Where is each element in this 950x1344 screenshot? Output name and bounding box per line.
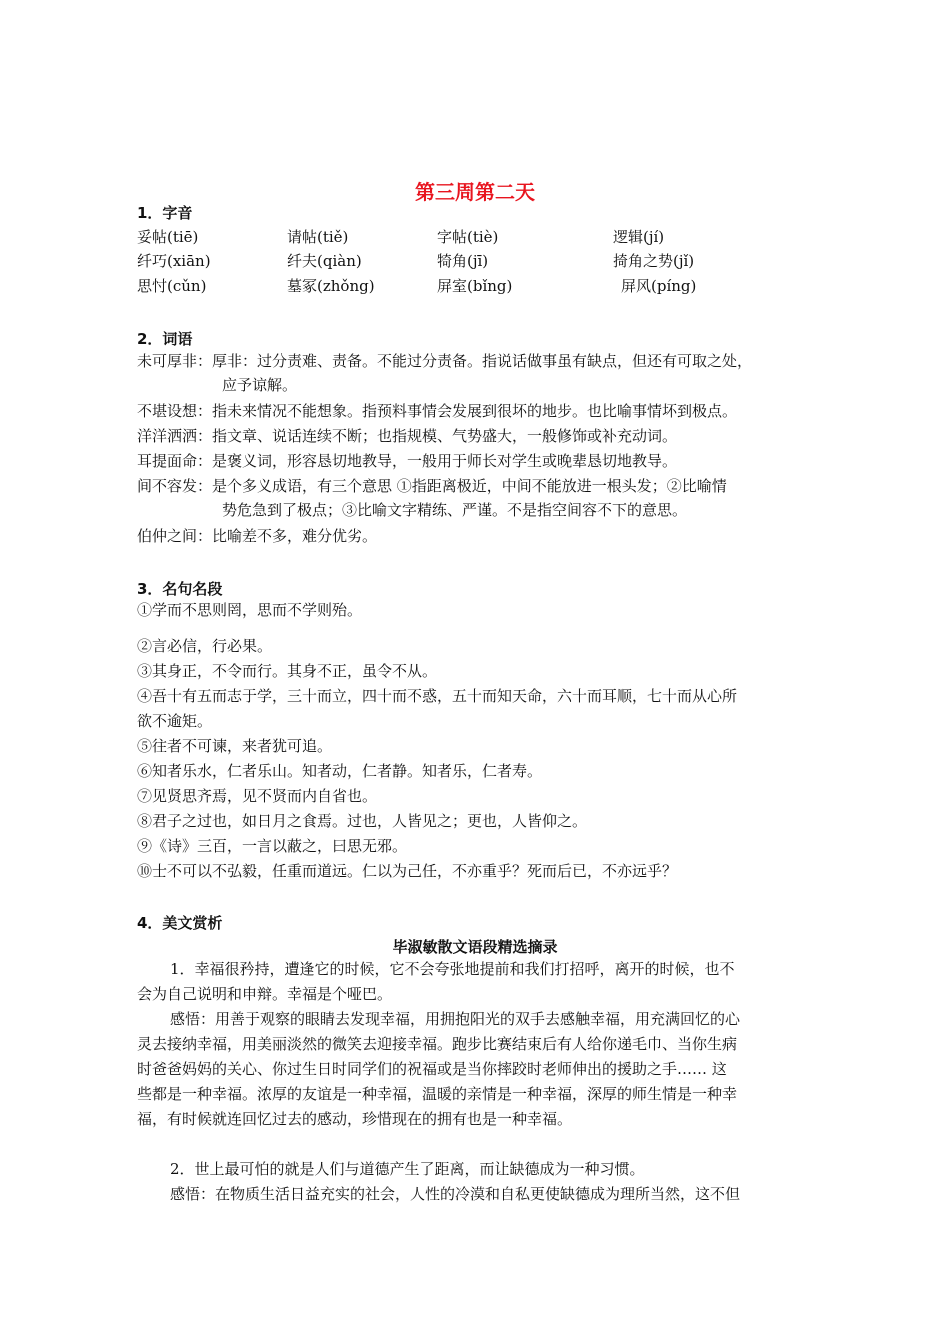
pronunciation-item: 思忖(cǔn) [137,277,207,295]
pronunciation-item: 纤夫(qiàn) [287,252,362,270]
quote-line: ⑦见贤思齐焉，见不贤而内自省也。 [137,787,378,805]
pronunciation-item: 请帖(tiě) [287,228,349,246]
page-title: 第三周第二天 [415,180,535,204]
vocab-line: 间不容发：是个多义成语，有三个意思 ①指距离极近，中间不能放进一根头发；②比喻情 [137,477,727,495]
vocab-line: 伯仲之间：比喻差不多，难分优劣。 [137,527,378,545]
vocab-line: 势危急到了极点；③比喻文字精练、严谨。不是指空间容不下的意思。 [222,501,688,519]
quote-line: ⑥知者乐水，仁者乐山。知者动，仁者静。知者乐，仁者寿。 [137,762,543,780]
section-heading-appreciation: 4．美文赏析 [137,914,223,932]
vocab-line: 不堪设想：指未来情况不能想象。指预料事情会发展到很坏的地步。也比喻事情坏到极点。 [137,402,738,420]
vocab-line: 洋洋洒洒：指文章、说话连续不断；也指规模、气势盛大，一般修饰或补充动词。 [137,427,678,445]
vocab-line: 耳提面命：是褒义词，形容恳切地教导，一般用于师长对学生或晚辈恳切地教导。 [137,452,678,470]
quote-line: 欲不逾矩。 [137,712,213,730]
pronunciation-item: 墓冢(zhǒng) [287,277,375,295]
essay-line: 2．世上最可怕的就是人们与道德产生了距离，而让缺德成为一种习惯。 [170,1160,645,1178]
essay-line: 1．幸福很矜持，遭逢它的时候，它不会夸张地提前和我们打招呼，离开的时候，也不 [170,960,735,978]
section-heading-quotes: 3．名句名段 [137,580,223,598]
essay-line: 时爸爸妈妈的关心、你过生日时同学们的祝福或是当你摔跤时老师伸出的援助之手…… 这 [137,1060,727,1078]
quote-line: ⑨《诗》三百，一言以蔽之，曰思无邪。 [137,837,408,855]
essay-line: 福，有时候就连回忆过去的感动，珍惜现在的拥有也是一种幸福。 [137,1110,573,1128]
quote-line: ②言必信，行必果。 [137,637,273,655]
essay-subtitle: 毕淑敏散文语段精选摘录 [392,938,558,956]
essay-line: 感悟：用善于观察的眼睛去发现幸福，用拥抱阳光的双手去感触幸福，用充满回忆的心 [170,1010,741,1028]
pronunciation-item: 掎角之势(jǐ) [613,252,695,270]
pronunciation-item: 屏风(píng) [621,277,697,295]
quote-line: ③其身正，不令而行。其身不正，虽令不从。 [137,662,438,680]
essay-line: 感悟：在物质生活日益充实的社会，人性的冷漠和自私更使缺德成为理所当然，这不但 [170,1185,741,1203]
essay-line: 灵去接纳幸福，用美丽淡然的微笑去迎接幸福。跑步比赛结束后有人给你递毛巾、当你生病 [137,1035,738,1053]
quote-line: ⑧君子之过也，如日月之食焉。过也，人皆见之；更也，人皆仰之。 [137,812,588,830]
section-heading-pronunciation: 1．字音 [137,204,193,222]
pronunciation-item: 妥帖(tiē) [137,228,199,246]
pronunciation-item: 纤巧(xiān) [137,252,211,270]
pronunciation-item: 屏室(bǐng) [437,277,513,295]
quote-line: ④吾十有五而志于学，三十而立，四十而不惑，五十而知天命，六十而耳顺，七十而从心所 [137,687,738,705]
essay-line: 会为自己说明和申辩。幸福是个哑巴。 [137,985,393,1003]
essay-line: 些都是一种幸福。浓厚的友谊是一种幸福，温暖的亲情是一种幸福，深厚的师生情是一种幸 [137,1085,738,1103]
pronunciation-item: 逻辑(jí) [613,228,665,246]
quote-line: ①学而不思则罔，思而不学则殆。 [137,601,363,619]
quote-line: ⑩士不可以不弘毅，任重而道远。仁以为己任，不亦重乎？死而后已，不亦远乎？ [137,862,678,880]
section-heading-vocabulary: 2．词语 [137,330,193,348]
vocab-line: 应予谅解。 [222,376,298,394]
vocab-line: 未可厚非：厚非：过分责难、责备。不能过分责备。指说话做事虽有缺点，但还有可取之处， [137,352,753,370]
pronunciation-item: 字帖(tiè) [437,228,499,246]
quote-line: ⑤往者不可谏，来者犹可追。 [137,737,333,755]
pronunciation-item: 犄角(jī) [437,252,489,270]
